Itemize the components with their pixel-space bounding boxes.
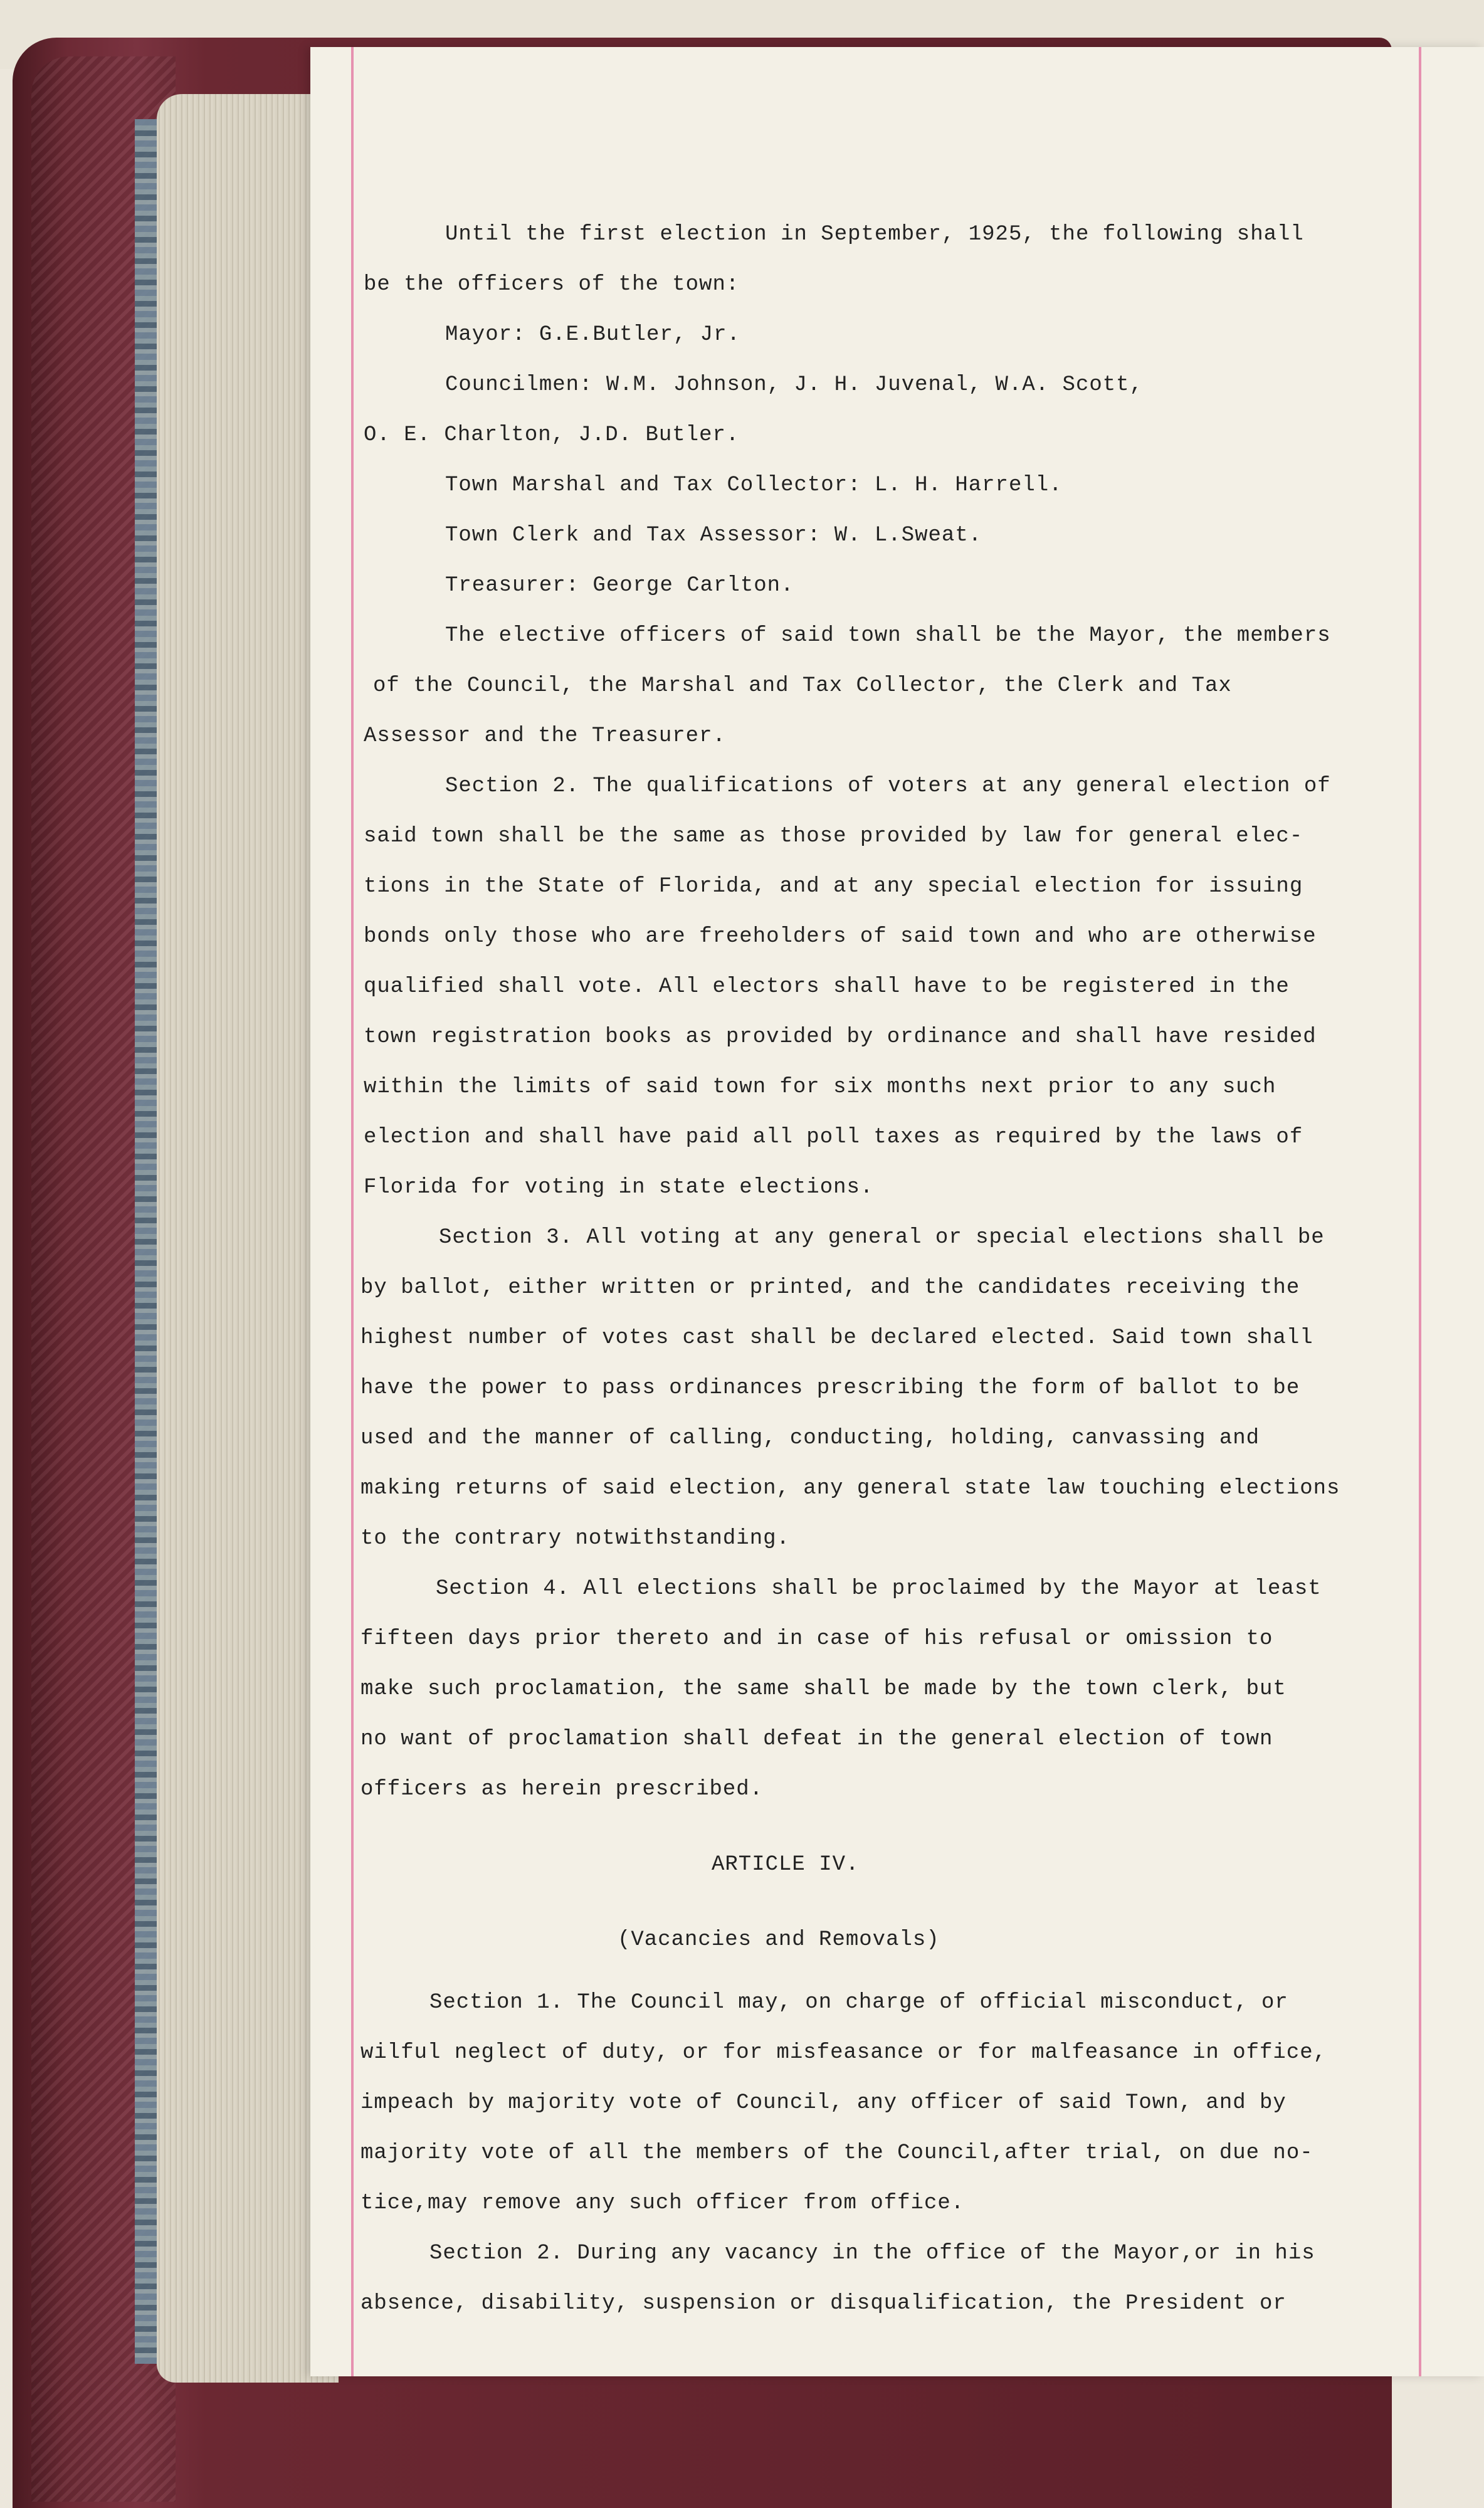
left-margin-rule <box>351 47 354 2376</box>
text-line: Section 2. During any vacancy in the office of the Mayor,or in his <box>429 2242 1315 2265</box>
text-line: within the limits of said town for six months next prior to any such <box>364 1075 1276 1099</box>
text-line: officers as herein prescribed. <box>360 1778 764 1801</box>
text-line: Until the first election in September, 1925, the following shall <box>445 223 1304 246</box>
text-line: Councilmen: W.M. Johnson, J. H. Juvenal, W.A. Scott, <box>445 373 1143 397</box>
text-line: be the officers of the town: <box>364 273 740 297</box>
text-line: fifteen days prior thereto and in case of his refusal or omission to <box>360 1627 1273 1651</box>
text-line: Treasurer: George Carlton. <box>445 574 794 598</box>
text-line: Florida for voting in state elections. <box>364 1176 874 1199</box>
text-line: The elective officers of said town shall be the Mayor, the members <box>445 624 1331 648</box>
text-line: Town Marshal and Tax Collector: L. H. Harrell. <box>445 473 1063 497</box>
text-line: said town shall be the same as those provided by law for general elec- <box>364 825 1303 848</box>
text-line: Section 3. All voting at any general or special elections shall be <box>439 1226 1325 1250</box>
text-line: Town Clerk and Tax Assessor: W. L.Sweat. <box>445 524 982 547</box>
text-line: Section 4. All elections shall be proclaimed by the Mayor at least <box>436 1577 1322 1601</box>
text-line: O. E. Charlton, J.D. Butler. <box>364 423 740 447</box>
text-line: Section 2. The qualifications of voters at any general election of <box>445 774 1331 798</box>
text-line: Section 1. The Council may, on charge of official misconduct, or <box>429 1991 1288 2015</box>
text-line: bonds only those who are freeholders of said town and who are otherwise <box>364 925 1317 949</box>
text-line: by ballot, either written or printed, and the candidates receiving the <box>360 1276 1300 1300</box>
marbled-edge <box>135 119 160 2364</box>
text-line: Mayor: G.E.Butler, Jr. <box>445 323 740 347</box>
text-line: have the power to pass ordinances prescribing the form of ballot to be <box>360 1376 1300 1400</box>
text-line: making returns of said election, any general state law touching elections <box>360 1477 1340 1500</box>
article-heading: ARTICLE IV. <box>712 1853 860 1877</box>
text-line: Assessor and the Treasurer. <box>364 724 726 748</box>
text-line: election and shall have paid all poll taxes as required by the laws of <box>364 1125 1303 1149</box>
text-line: impeach by majority vote of Council, any officer of said Town, and by <box>360 2091 1287 2115</box>
text-line: highest number of votes cast shall be declared elected. Said town shall <box>360 1326 1313 1350</box>
text-line: absence, disability, suspension or disqualification, the President or <box>360 2292 1287 2316</box>
text-line: no want of proclamation shall defeat in the general election of town <box>360 1727 1273 1751</box>
text-line: make such proclamation, the same shall be made by the town clerk, but <box>360 1677 1287 1701</box>
text-line: wilful neglect of duty, or for misfeasance or for malfeasance in office, <box>360 2041 1327 2065</box>
text-line: tions in the State of Florida, and at any special election for issuing <box>364 875 1303 898</box>
text-line: used and the manner of calling, conducting, holding, canvassing and <box>360 1426 1260 1450</box>
text-line: tice,may remove any such officer from office. <box>360 2191 965 2215</box>
text-line: of the Council, the Marshal and Tax Collector, the Clerk and Tax <box>373 674 1232 698</box>
article-subheading: (Vacancies and Removals) <box>618 1928 940 1952</box>
text-line: town registration books as provided by ordinance and shall have resided <box>364 1025 1317 1049</box>
text-line: majority vote of all the members of the Council,after trial, on due no- <box>360 2141 1313 2165</box>
text-line: qualified shall vote. All electors shall have to be registered in the <box>364 975 1290 999</box>
right-margin-rule <box>1419 47 1421 2376</box>
ledger-page <box>310 47 1484 2376</box>
text-line: to the contrary notwithstanding. <box>360 1527 790 1551</box>
